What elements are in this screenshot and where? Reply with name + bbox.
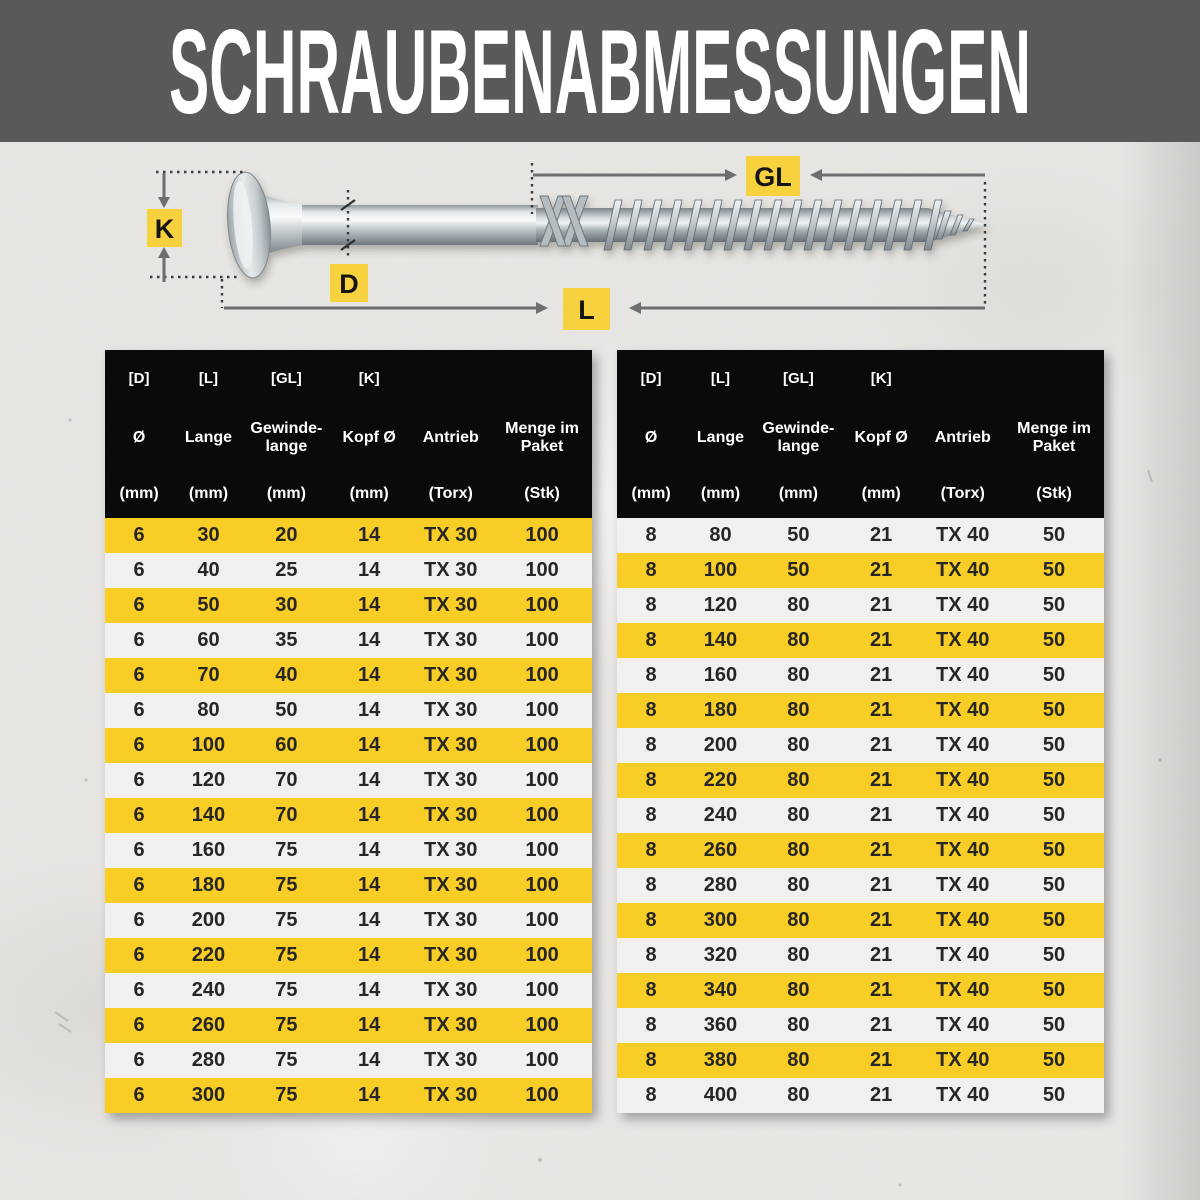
table-cell: 100 [525, 804, 559, 826]
table-cell: 100 [525, 629, 559, 651]
table-cell: 14 [358, 909, 381, 931]
table-cell: TX 30 [424, 559, 478, 581]
table-cell: TX 30 [424, 629, 478, 651]
table-row [105, 553, 592, 588]
table-row [105, 1043, 592, 1078]
table-cell: 8 [645, 629, 657, 651]
table-cell: 6 [133, 734, 145, 756]
table-cell: TX 40 [936, 664, 990, 686]
table-cell: TX 40 [936, 594, 990, 616]
table-cell: 80 [709, 524, 732, 546]
table-cell: 100 [525, 594, 559, 616]
table-cell: 280 [703, 874, 738, 896]
table-cell: 80 [787, 979, 810, 1001]
table-cell: 80 [787, 874, 810, 896]
table-row [617, 518, 1104, 553]
table-row [617, 693, 1104, 728]
table-row [617, 833, 1104, 868]
table-cell: 80 [787, 1014, 810, 1036]
table-cell: 200 [191, 909, 226, 931]
table-cell: 100 [525, 909, 559, 931]
table-cell: 30 [197, 524, 220, 546]
table-cell: 300 [703, 909, 738, 931]
table-row [617, 903, 1104, 938]
table-cell: 8 [645, 734, 657, 756]
table-cell: 21 [870, 594, 893, 616]
table-cell: 50 [1042, 804, 1066, 826]
header-unit-cell: (Stk) [524, 485, 560, 502]
table-cell: 100 [525, 524, 559, 546]
header-name-cell: Antrieb [422, 428, 479, 446]
table-cell: 21 [870, 944, 893, 966]
table-cell: 80 [787, 769, 810, 791]
table-row [105, 1008, 592, 1043]
table-cell: 300 [191, 1084, 226, 1106]
header-unit-cell: (Stk) [1036, 485, 1072, 502]
header-unit-cell: (mm) [266, 485, 306, 502]
table-cell: 240 [191, 979, 226, 1001]
table-cell: 6 [133, 769, 145, 791]
table-cell: 80 [787, 944, 810, 966]
table-cell: 21 [870, 979, 893, 1001]
l-dimension [224, 182, 985, 330]
table-cell: TX 30 [424, 979, 478, 1001]
table-cell: 14 [358, 594, 381, 616]
spec-table-d6 [105, 350, 592, 1113]
table-cell: 240 [703, 804, 738, 826]
table-cell: TX 30 [424, 594, 478, 616]
table-cell: 6 [133, 594, 145, 616]
table-row [617, 938, 1104, 973]
header-unit-cell: (mm) [188, 485, 229, 502]
header-name-cell: Lange [696, 428, 745, 446]
table-cell: 400 [703, 1084, 738, 1106]
table-cell: 80 [787, 699, 810, 721]
header-name-cell: Ø [132, 428, 146, 446]
table-row [105, 518, 592, 553]
table-header [105, 350, 592, 518]
table-cell: 180 [191, 874, 226, 896]
table-cell: 14 [358, 1014, 381, 1036]
header-name-cell: Kopf Ø [854, 428, 908, 446]
table-cell: 8 [645, 1014, 657, 1036]
header-symbol-cell: [D] [128, 369, 150, 387]
table-cell: 70 [275, 804, 298, 826]
header-symbol-cell: [GL] [782, 369, 814, 387]
table-cell: 21 [870, 874, 893, 896]
table-cell: 50 [1042, 979, 1066, 1001]
k-label: K [154, 214, 175, 244]
table-cell: 50 [1042, 699, 1066, 721]
table-cell: TX 30 [424, 944, 478, 966]
table-cell: 50 [1042, 664, 1066, 686]
table-cell: 8 [645, 769, 657, 791]
table-cell: TX 40 [936, 979, 990, 1001]
table-cell: 80 [787, 734, 810, 756]
table-cell: 100 [525, 874, 559, 896]
table-cell: 360 [703, 1014, 738, 1036]
table-row [105, 833, 592, 868]
l-label: L [578, 295, 595, 325]
table-cell: TX 40 [936, 699, 990, 721]
table-cell: 340 [703, 979, 738, 1001]
table-row [105, 763, 592, 798]
table-cell: 50 [1042, 1084, 1066, 1106]
table-cell: 75 [275, 1014, 298, 1036]
table-cell: TX 40 [936, 944, 990, 966]
table-row [617, 763, 1104, 798]
table-cell: 50 [787, 524, 810, 546]
table-cell: 21 [870, 1084, 893, 1106]
header-symbol-cell: [K] [358, 369, 380, 387]
table-cell: 6 [133, 874, 145, 896]
table-row [105, 903, 592, 938]
table-row [105, 693, 592, 728]
table-row [105, 658, 592, 693]
gl-label: GL [754, 162, 792, 192]
table-cell: TX 40 [936, 1049, 990, 1071]
table-cell: 50 [1042, 1014, 1066, 1036]
table-cell: 50 [1042, 769, 1066, 791]
table-cell: TX 30 [424, 804, 478, 826]
table-cell: 50 [1042, 524, 1066, 546]
table-cell: 75 [275, 874, 298, 896]
table-cell: 100 [525, 559, 559, 581]
table-cell: 140 [191, 804, 226, 826]
table-cell: 100 [525, 979, 559, 1001]
table-cell: 70 [275, 769, 298, 791]
table-cell: 6 [133, 1014, 145, 1036]
table-cell: 14 [358, 839, 381, 861]
header-unit-cell: (mm) [861, 485, 901, 502]
table-cell: 6 [133, 979, 145, 1001]
header-symbol-cell: [L] [710, 369, 731, 387]
table-row [617, 798, 1104, 833]
table-cell: 30 [275, 594, 298, 616]
table-cell: 6 [133, 559, 145, 581]
table-cell: 25 [275, 559, 298, 581]
table-cell: 50 [1042, 1049, 1066, 1071]
table-cell: 50 [1042, 874, 1066, 896]
table-cell: 21 [870, 839, 893, 861]
table-cell: 21 [870, 909, 893, 931]
table-row [617, 973, 1104, 1008]
table-cell: 14 [358, 559, 381, 581]
table-cell: 14 [358, 979, 381, 1001]
table-row [105, 728, 592, 763]
table-row [105, 1078, 592, 1113]
header-name-cell: Gewinde- lange [762, 419, 835, 455]
table-cell: 80 [787, 664, 810, 686]
table-cell: TX 40 [936, 804, 990, 826]
table-cell: TX 40 [936, 839, 990, 861]
header-unit-cell: (mm) [119, 485, 159, 502]
table-row [617, 868, 1104, 903]
table-cell: 80 [787, 839, 810, 861]
table-row [617, 588, 1104, 623]
table-cell: 100 [525, 734, 559, 756]
table-cell: 280 [191, 1049, 226, 1071]
table-cell: TX 30 [424, 1049, 478, 1071]
table-cell: 320 [703, 944, 738, 966]
table-cell: 6 [133, 664, 145, 686]
table-cell: 80 [787, 629, 810, 651]
table-cell: 70 [197, 664, 220, 686]
table-cell: 75 [275, 979, 298, 1001]
table-cell: 50 [1042, 629, 1066, 651]
table-cell: 80 [787, 804, 810, 826]
table-cell: 21 [870, 1014, 893, 1036]
table-cell: 160 [703, 664, 738, 686]
table-cell: 8 [645, 839, 657, 861]
table-cell: 8 [645, 874, 657, 896]
header-name-cell: Menge im Paket [505, 419, 579, 455]
screw-illustration [223, 170, 988, 279]
table-cell: 14 [358, 629, 381, 651]
table-row [617, 1043, 1104, 1078]
table-row [617, 553, 1104, 588]
table-cell: 21 [870, 524, 893, 546]
table-cell: TX 40 [936, 909, 990, 931]
header-name-cell: Gewinde- lange [250, 419, 323, 455]
table-cell: 180 [703, 699, 738, 721]
table-body [105, 518, 592, 1113]
table-cell: TX 40 [936, 629, 990, 651]
page-title: SCHRAUBENABMESSUNGEN [169, 5, 1031, 139]
table-cell: TX 30 [424, 769, 478, 791]
table-cell: 120 [703, 594, 738, 616]
table-cell: 50 [1042, 944, 1066, 966]
table-cell: 40 [275, 664, 298, 686]
table-row [105, 798, 592, 833]
table-row [105, 938, 592, 973]
table-cell: 14 [358, 1084, 381, 1106]
table-cell: 100 [525, 1049, 559, 1071]
header-name-cell: Ø [644, 428, 658, 446]
table-cell: 8 [645, 559, 657, 581]
table-cell: 60 [275, 734, 298, 756]
table-cell: 200 [703, 734, 738, 756]
header-unit-cell: (mm) [700, 485, 741, 502]
table-cell: 160 [191, 839, 226, 861]
d-label: D [339, 269, 359, 299]
table-cell: 6 [133, 839, 145, 861]
table-cell: 75 [275, 909, 298, 931]
table-row [617, 623, 1104, 658]
table-cell: TX 40 [936, 1084, 990, 1106]
table-cell: 21 [870, 734, 893, 756]
table-cell: 50 [197, 594, 220, 616]
table-cell: 21 [870, 1049, 893, 1071]
table-cell: TX 30 [424, 839, 478, 861]
table-cell: TX 40 [936, 769, 990, 791]
table-cell: 100 [525, 944, 559, 966]
table-cell: TX 30 [424, 734, 478, 756]
screw-shank [302, 205, 538, 245]
table-cell: TX 30 [424, 909, 478, 931]
table-cell: 100 [525, 769, 559, 791]
table-cell: 8 [645, 524, 657, 546]
title-banner [0, 0, 1200, 142]
table-cell: 6 [133, 699, 145, 721]
table-row [617, 658, 1104, 693]
table-cell: 14 [358, 769, 381, 791]
header-unit-cell: (mm) [349, 485, 389, 502]
table-cell: 8 [645, 699, 657, 721]
table-cell: 8 [645, 594, 657, 616]
table-cell: 75 [275, 944, 298, 966]
table-cell: 80 [787, 1049, 810, 1071]
table-cell: 6 [133, 1084, 145, 1106]
table-cell: 8 [645, 944, 657, 966]
header-unit-cell: (mm) [778, 485, 818, 502]
table-cell: 14 [358, 734, 381, 756]
table-cell: 100 [525, 1084, 559, 1106]
table-cell: 6 [133, 629, 145, 651]
table-cell: TX 30 [424, 1014, 478, 1036]
table-cell: 14 [358, 1049, 381, 1071]
table-cell: 220 [703, 769, 738, 791]
header-name-cell: Kopf Ø [342, 428, 396, 446]
table-cell: 6 [133, 944, 145, 966]
table-cell: 14 [358, 804, 381, 826]
table-cell: 21 [870, 629, 893, 651]
table-cell: 8 [645, 1049, 657, 1071]
table-cell: 80 [787, 909, 810, 931]
header-name-cell: Lange [184, 428, 233, 446]
table-cell: 6 [133, 804, 145, 826]
table-cell: 380 [703, 1049, 738, 1071]
table-cell: TX 30 [424, 874, 478, 896]
table-cell: TX 40 [936, 559, 990, 581]
table-cell: 8 [645, 664, 657, 686]
table-row [105, 973, 592, 1008]
table-row [617, 728, 1104, 763]
table-cell: 260 [703, 839, 738, 861]
table-cell: 75 [275, 839, 298, 861]
table-cell: 100 [525, 1014, 559, 1036]
table-cell: 60 [197, 629, 220, 651]
table-cell: 100 [191, 734, 226, 756]
table-cell: 100 [525, 839, 559, 861]
table-cell: 100 [703, 559, 738, 581]
table-cell: 14 [358, 874, 381, 896]
table-cell: 35 [275, 629, 298, 651]
table-cell: 14 [358, 664, 381, 686]
table-row [105, 623, 592, 658]
header-unit-cell: (Torx) [940, 485, 985, 502]
table-cell: 14 [358, 699, 381, 721]
table-cell: 50 [1042, 559, 1066, 581]
table-cell: 21 [870, 664, 893, 686]
table-cell: TX 30 [424, 699, 478, 721]
header-symbol-cell: [GL] [270, 369, 302, 387]
table-row [105, 868, 592, 903]
table-row [617, 1008, 1104, 1043]
table-cell: 80 [787, 1084, 810, 1106]
table-cell: 50 [1042, 594, 1066, 616]
header-symbol-cell: [L] [198, 369, 219, 387]
table-cell: 8 [645, 979, 657, 1001]
table-cell: TX 40 [936, 874, 990, 896]
table-cell: 50 [1042, 734, 1066, 756]
header-unit-cell: (mm) [631, 485, 671, 502]
table-cell: 21 [870, 804, 893, 826]
table-cell: 8 [645, 909, 657, 931]
table-cell: 6 [133, 1049, 145, 1071]
table-cell: TX 30 [424, 1084, 478, 1106]
table-cell: 21 [870, 769, 893, 791]
table-cell: 75 [275, 1049, 298, 1071]
table-cell: 21 [870, 699, 893, 721]
table-cell: 100 [525, 699, 559, 721]
table-header [617, 350, 1104, 518]
table-cell: 260 [191, 1014, 226, 1036]
table-cell: 20 [275, 524, 298, 546]
table-cell: 50 [1042, 909, 1066, 931]
header-symbol-cell: [K] [870, 369, 892, 387]
table-cell: 120 [191, 769, 226, 791]
header-unit-cell: (Torx) [428, 485, 473, 502]
table-cell: TX 40 [936, 524, 990, 546]
table-body [617, 518, 1104, 1113]
table-row [617, 1078, 1104, 1113]
table-cell: 220 [191, 944, 226, 966]
table-cell: 100 [525, 664, 559, 686]
table-row [105, 588, 592, 623]
table-cell: TX 30 [424, 524, 478, 546]
table-cell: 140 [703, 629, 738, 651]
screw-diagram [0, 142, 1200, 350]
table-cell: TX 40 [936, 1014, 990, 1036]
table-cell: 6 [133, 909, 145, 931]
table-cell: 8 [645, 804, 657, 826]
table-cell: 50 [275, 699, 298, 721]
table-cell: 50 [787, 559, 810, 581]
table-cell: 75 [275, 1084, 298, 1106]
table-cell: 14 [358, 524, 381, 546]
table-cell: 21 [870, 559, 893, 581]
table-cell: TX 40 [936, 734, 990, 756]
header-name-cell: Menge im Paket [1017, 419, 1091, 455]
table-cell: TX 30 [424, 664, 478, 686]
table-cell: 14 [358, 944, 381, 966]
table-cell: 40 [197, 559, 220, 581]
table-cell: 50 [1042, 839, 1066, 861]
table-cell: 6 [133, 524, 145, 546]
table-cell: 80 [787, 594, 810, 616]
header-symbol-cell: [D] [640, 369, 662, 387]
spec-table-d8 [617, 350, 1104, 1113]
table-cell: 80 [197, 699, 220, 721]
table-cell: 8 [645, 1084, 657, 1106]
header-name-cell: Antrieb [934, 428, 991, 446]
